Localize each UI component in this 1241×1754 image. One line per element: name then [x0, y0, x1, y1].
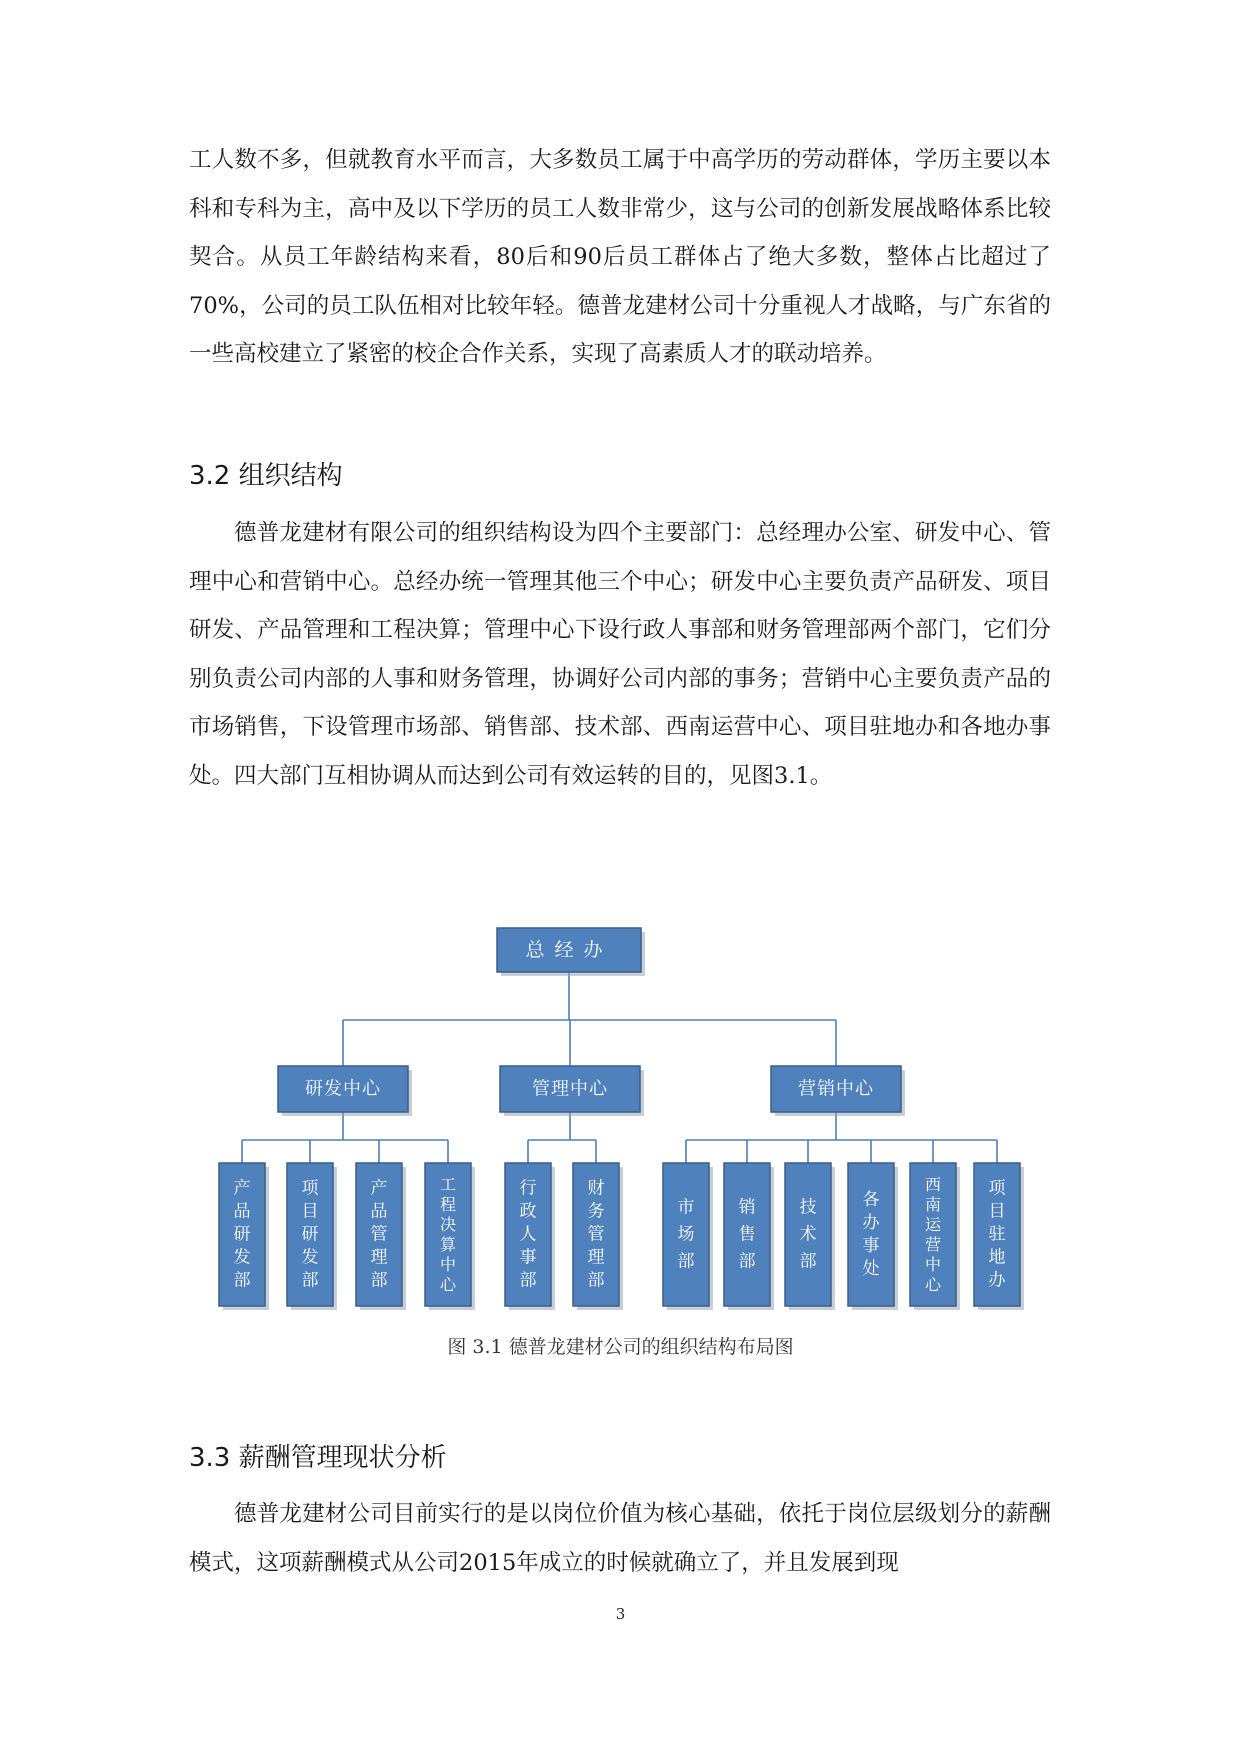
org-root-label: 总经办	[525, 939, 613, 961]
org-dept-label-char: 部	[301, 1270, 319, 1291]
org-dept-label-char: 项	[301, 1178, 319, 1199]
org-dept-label-char: 处	[862, 1259, 880, 1279]
org-dept-label	[440, 1175, 457, 1294]
org-dept-label-char: 发	[233, 1247, 251, 1268]
org-dept-label-char: 产	[370, 1178, 388, 1199]
org-dept-label-char: 部	[738, 1251, 756, 1272]
org-dept-label-char: 部	[233, 1270, 251, 1291]
org-dept-label-char: 部	[677, 1251, 695, 1272]
org-dept-label-char: 中	[924, 1255, 942, 1274]
org-dept-label-char: 算	[439, 1235, 457, 1254]
org-dept-label-char: 售	[738, 1224, 756, 1245]
org-dept-label	[925, 1175, 942, 1294]
org-dept-label-char: 部	[370, 1270, 388, 1291]
org-dept-label-char: 技	[799, 1197, 817, 1218]
org-dept-label-char: 目	[301, 1201, 319, 1222]
body-paragraph-1: 工人数不多，但就教育水平而言，大多数员工属于中高学历的劳动群体，学历主要以本科和专科为主，高中及以下学历的员工人数非常少，这与公司的创新发展战略体系比较契合。从员工年龄结构来看，80后和90后员工群体占了绝大多数，整体占比超过了70%，公司的员工队伍相对比较年轻。德普龙建材公司十分重视人才战略，与广东省的一些高校建立了紧密的校企合作关系，实现了高素质人才的联动培养。	[189, 147, 1051, 367]
org-dept-label	[371, 1179, 388, 1291]
org-dept-label-char: 部	[519, 1270, 537, 1291]
body-paragraph-3: 德普龙建材公司目前实行的是以岗位价值为核心基础，依托于岗位层级划分的薪酬模式，这项薪酬模式从公司2015年成立的时候就确立了，并且发展到现	[189, 1501, 1051, 1576]
figure-caption: 图 3.1 德普龙建材公司的组织结构布局图	[447, 1336, 794, 1358]
org-center-label: 营销中心	[798, 1078, 874, 1100]
org-dept-label-char: 各	[862, 1190, 880, 1210]
org-dept-label	[588, 1179, 605, 1291]
org-dept-label-char: 心	[439, 1275, 457, 1294]
org-dept-label	[234, 1179, 251, 1291]
org-dept-label-char: 品	[233, 1201, 251, 1222]
page-number: 3	[615, 1605, 626, 1623]
org-dept-label-char: 管	[587, 1224, 605, 1245]
org-dept-label-char: 研	[233, 1224, 251, 1245]
body-paragraph-2: 德普龙建材有限公司的组织结构设为四个主要部门：总经理办公室、研发中心、管理中心和营销中心。总经办统一管理其他三个中心；研发中心主要负责产品研发、项目研发、产品管理和工程决算；管理中心下设行政人事部和财务管理部两个部门，它们分别负责公司内部的人事和财务管理，协调好公司内部的事务；营销中心主要负责产品的市场销售，下设管理市场部、销售部、技术部、西南运营中心、项目驻地办和各地办事处。四大部门互相协调从而达到公司有效运转的目的，见图3.1。	[189, 520, 1051, 789]
org-dept-label-char: 务	[587, 1201, 605, 1222]
org-dept-label-char: 项	[988, 1178, 1006, 1199]
org-dept-label-char: 工	[439, 1175, 457, 1194]
org-dept-label-char: 驻	[988, 1224, 1006, 1245]
org-center-label: 管理中心	[532, 1078, 608, 1100]
org-dept-label-char: 行	[519, 1178, 537, 1199]
org-dept-label-char: 部	[799, 1251, 817, 1272]
org-dept-box	[848, 1163, 894, 1306]
org-dept-label-char: 政	[519, 1201, 537, 1222]
org-dept-label-char: 发	[301, 1247, 319, 1268]
org-dept-label-char: 研	[301, 1224, 319, 1245]
org-dept-label-char: 办	[862, 1213, 880, 1233]
org-dept-label-char: 决	[439, 1215, 457, 1234]
org-dept-label-char: 南	[924, 1195, 942, 1214]
org-dept-label	[989, 1179, 1007, 1291]
org-dept-label-char: 事	[862, 1236, 880, 1256]
org-dept-label-char: 程	[439, 1195, 457, 1214]
section-heading-3-2: 3.2 组织结构	[189, 461, 343, 491]
org-dept-label-char: 市	[677, 1197, 695, 1218]
org-center-label: 研发中心	[305, 1078, 381, 1100]
org-dept-label-char: 管	[370, 1224, 388, 1245]
section-heading-3-3: 3.3 薪酬管理现状分析	[189, 1443, 447, 1473]
org-dept-label-char: 中	[439, 1255, 457, 1274]
org-dept-label	[800, 1198, 817, 1272]
org-dept-label	[678, 1198, 695, 1272]
org-dept-label-char: 销	[738, 1197, 756, 1218]
org-dept-label-char: 术	[799, 1224, 817, 1245]
org-dept-label-char: 目	[988, 1201, 1006, 1222]
org-dept-label-char: 理	[587, 1247, 605, 1268]
org-dept-label-char: 品	[370, 1201, 388, 1222]
org-dept-label-char: 事	[519, 1247, 537, 1268]
org-dept-label-char: 部	[587, 1270, 605, 1291]
org-dept-label-char: 人	[519, 1224, 537, 1245]
org-dept-label-char: 产	[233, 1178, 251, 1199]
org-dept-label-char: 场	[677, 1224, 695, 1245]
org-dept-label-char: 财	[587, 1178, 605, 1199]
org-dept-label	[520, 1179, 537, 1291]
org-dept-label-char: 理	[370, 1247, 388, 1268]
org-dept-label-char: 运	[924, 1215, 942, 1234]
org-dept-label-char: 西	[924, 1175, 942, 1194]
org-dept-label-char: 心	[924, 1275, 942, 1294]
org-dept-label	[739, 1198, 756, 1272]
org-dept-label-char: 办	[988, 1270, 1006, 1291]
org-dept-label-char: 地	[988, 1247, 1006, 1268]
org-dept-label	[302, 1179, 320, 1291]
org-dept-label-char: 营	[924, 1235, 942, 1254]
org-chart-boxes	[219, 928, 1024, 1310]
